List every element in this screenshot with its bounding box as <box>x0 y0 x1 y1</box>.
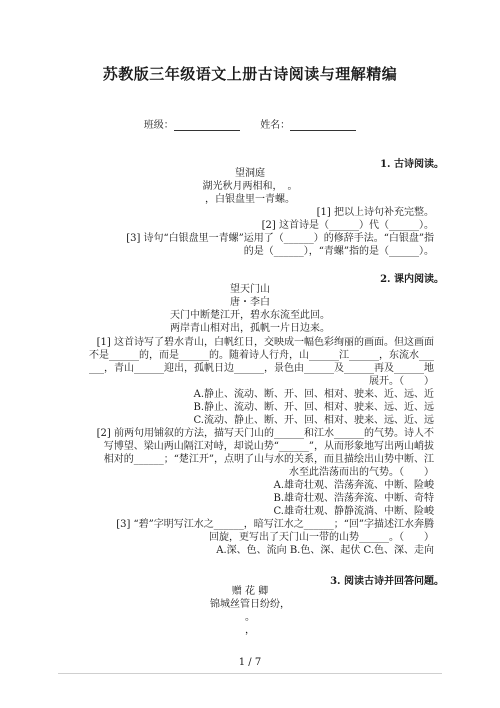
s2-question-1b: 不是______的，而是______的。随着诗人行舟，山______江______，东流水___ <box>89 350 434 361</box>
s2-question-2b: 写博望、梁山两山隔江对峙，却说山势“______”，从而形象地写出两山峭拔 <box>103 441 434 452</box>
student-info-row <box>0 116 500 131</box>
s1-question-2: [2] 这首诗是（______）代（______）。 <box>261 220 434 231</box>
poem-2-line-1: 天门中断楚江开，碧水东流至此回。 <box>170 310 330 321</box>
s2-q1-option-a: A.静止、流动、断、开、回、相对、驶来、近、远、近 <box>193 389 434 400</box>
poem-1-line-1: 湖光秋月两相和， 。 <box>202 181 298 192</box>
s1-question-3a: [3] 诗句“白银盘里一青螺”运用了（______）的修辞手法。“白银盘”指 <box>126 233 434 244</box>
s2-q2-option-a: A.雄奇壮观、浩荡奔流、中断、险峻 <box>273 480 434 491</box>
s1-question-1: [1] 把以上诗句补充完整。 <box>316 207 434 218</box>
section-2-heading: 2. 课内阅读。 <box>380 274 444 285</box>
poem-1-line-2: ，白银盘里一青螺。 <box>205 194 295 205</box>
class-blank[interactable] <box>174 119 240 131</box>
name-blank[interactable] <box>290 119 356 131</box>
s2-q2-option-c: C.雄奇壮观、静静流淌、中断、险峻 <box>273 506 434 517</box>
document-title: 苏教版三年级语文上册古诗阅读与理解精编 <box>102 65 398 83</box>
poem-3-line-1: 锦城丝管日纷纷， <box>210 599 290 610</box>
s2-q3-options: A.深、色、流向 B.色、深、起伏 C.色、深、走向 <box>216 545 434 556</box>
poem-3-line-3: ， <box>245 625 255 636</box>
poem-2-line-2: 两岸青山相对出，孤帆一片日边来。 <box>170 323 330 334</box>
s2-question-1a: [1] 这首诗写了碧水青山，白帆红日，交映成一幅色彩绚丽的画面。但这画面 <box>96 337 434 348</box>
s2-q2-option-b: B.雄奇壮观、浩荡奔流、中断、奇特 <box>273 493 434 504</box>
poem-3-line-2: 。 <box>245 612 255 623</box>
s2-question-3b: 回旋，更写出了天门山一带的山势______。（ ） <box>209 532 434 543</box>
s2-question-2a: [2] 前两句用铺叙的方法，描写天门山的______和江水______的气势。诗人不 <box>96 428 434 439</box>
poem-3-title: 赠 花 卿 <box>231 586 269 597</box>
section-3-heading: 3. 阅读古诗并回答问题。 <box>330 576 444 587</box>
name-label: 姓名： <box>260 120 291 131</box>
s2-question-2d: 水至此浩荡而出的气势。（ ） <box>289 467 434 478</box>
s2-question-1c: ___，青山______迎出，孤帆日边______，景色由______及______再及______地 <box>89 363 434 374</box>
poem-1-title: 望洞庭 <box>235 168 265 179</box>
s2-q1-option-b: B.静止、流动、断、开、回、相对、驶来、远、近、远 <box>193 402 434 413</box>
s1-question-3b: 的是（______），“青螺”指的是（______）。 <box>243 246 434 257</box>
s2-question-1d: 展开。（ ） <box>369 376 434 387</box>
s2-q1-option-c: C.流动、静止、断、开、回、相对、驶来、远、近、远 <box>193 415 434 426</box>
page-number: 1 / 7 <box>238 657 262 668</box>
s2-question-2c: 相对的______；“楚江开”，点明了山与水的关系，而且描绘出山势中断、江 <box>103 454 434 465</box>
poem-2-title: 望天门山 <box>230 284 270 295</box>
class-label: 班级： <box>143 120 174 131</box>
poem-2-author: 唐・李白 <box>230 297 270 308</box>
footer-divider <box>58 673 442 674</box>
section-1-heading: 1. 古诗阅读。 <box>380 159 444 170</box>
s2-question-3a: [3] “碧”字明写江水之______，暗写江水之______；“回”字描述江水奔腾 <box>116 519 434 530</box>
